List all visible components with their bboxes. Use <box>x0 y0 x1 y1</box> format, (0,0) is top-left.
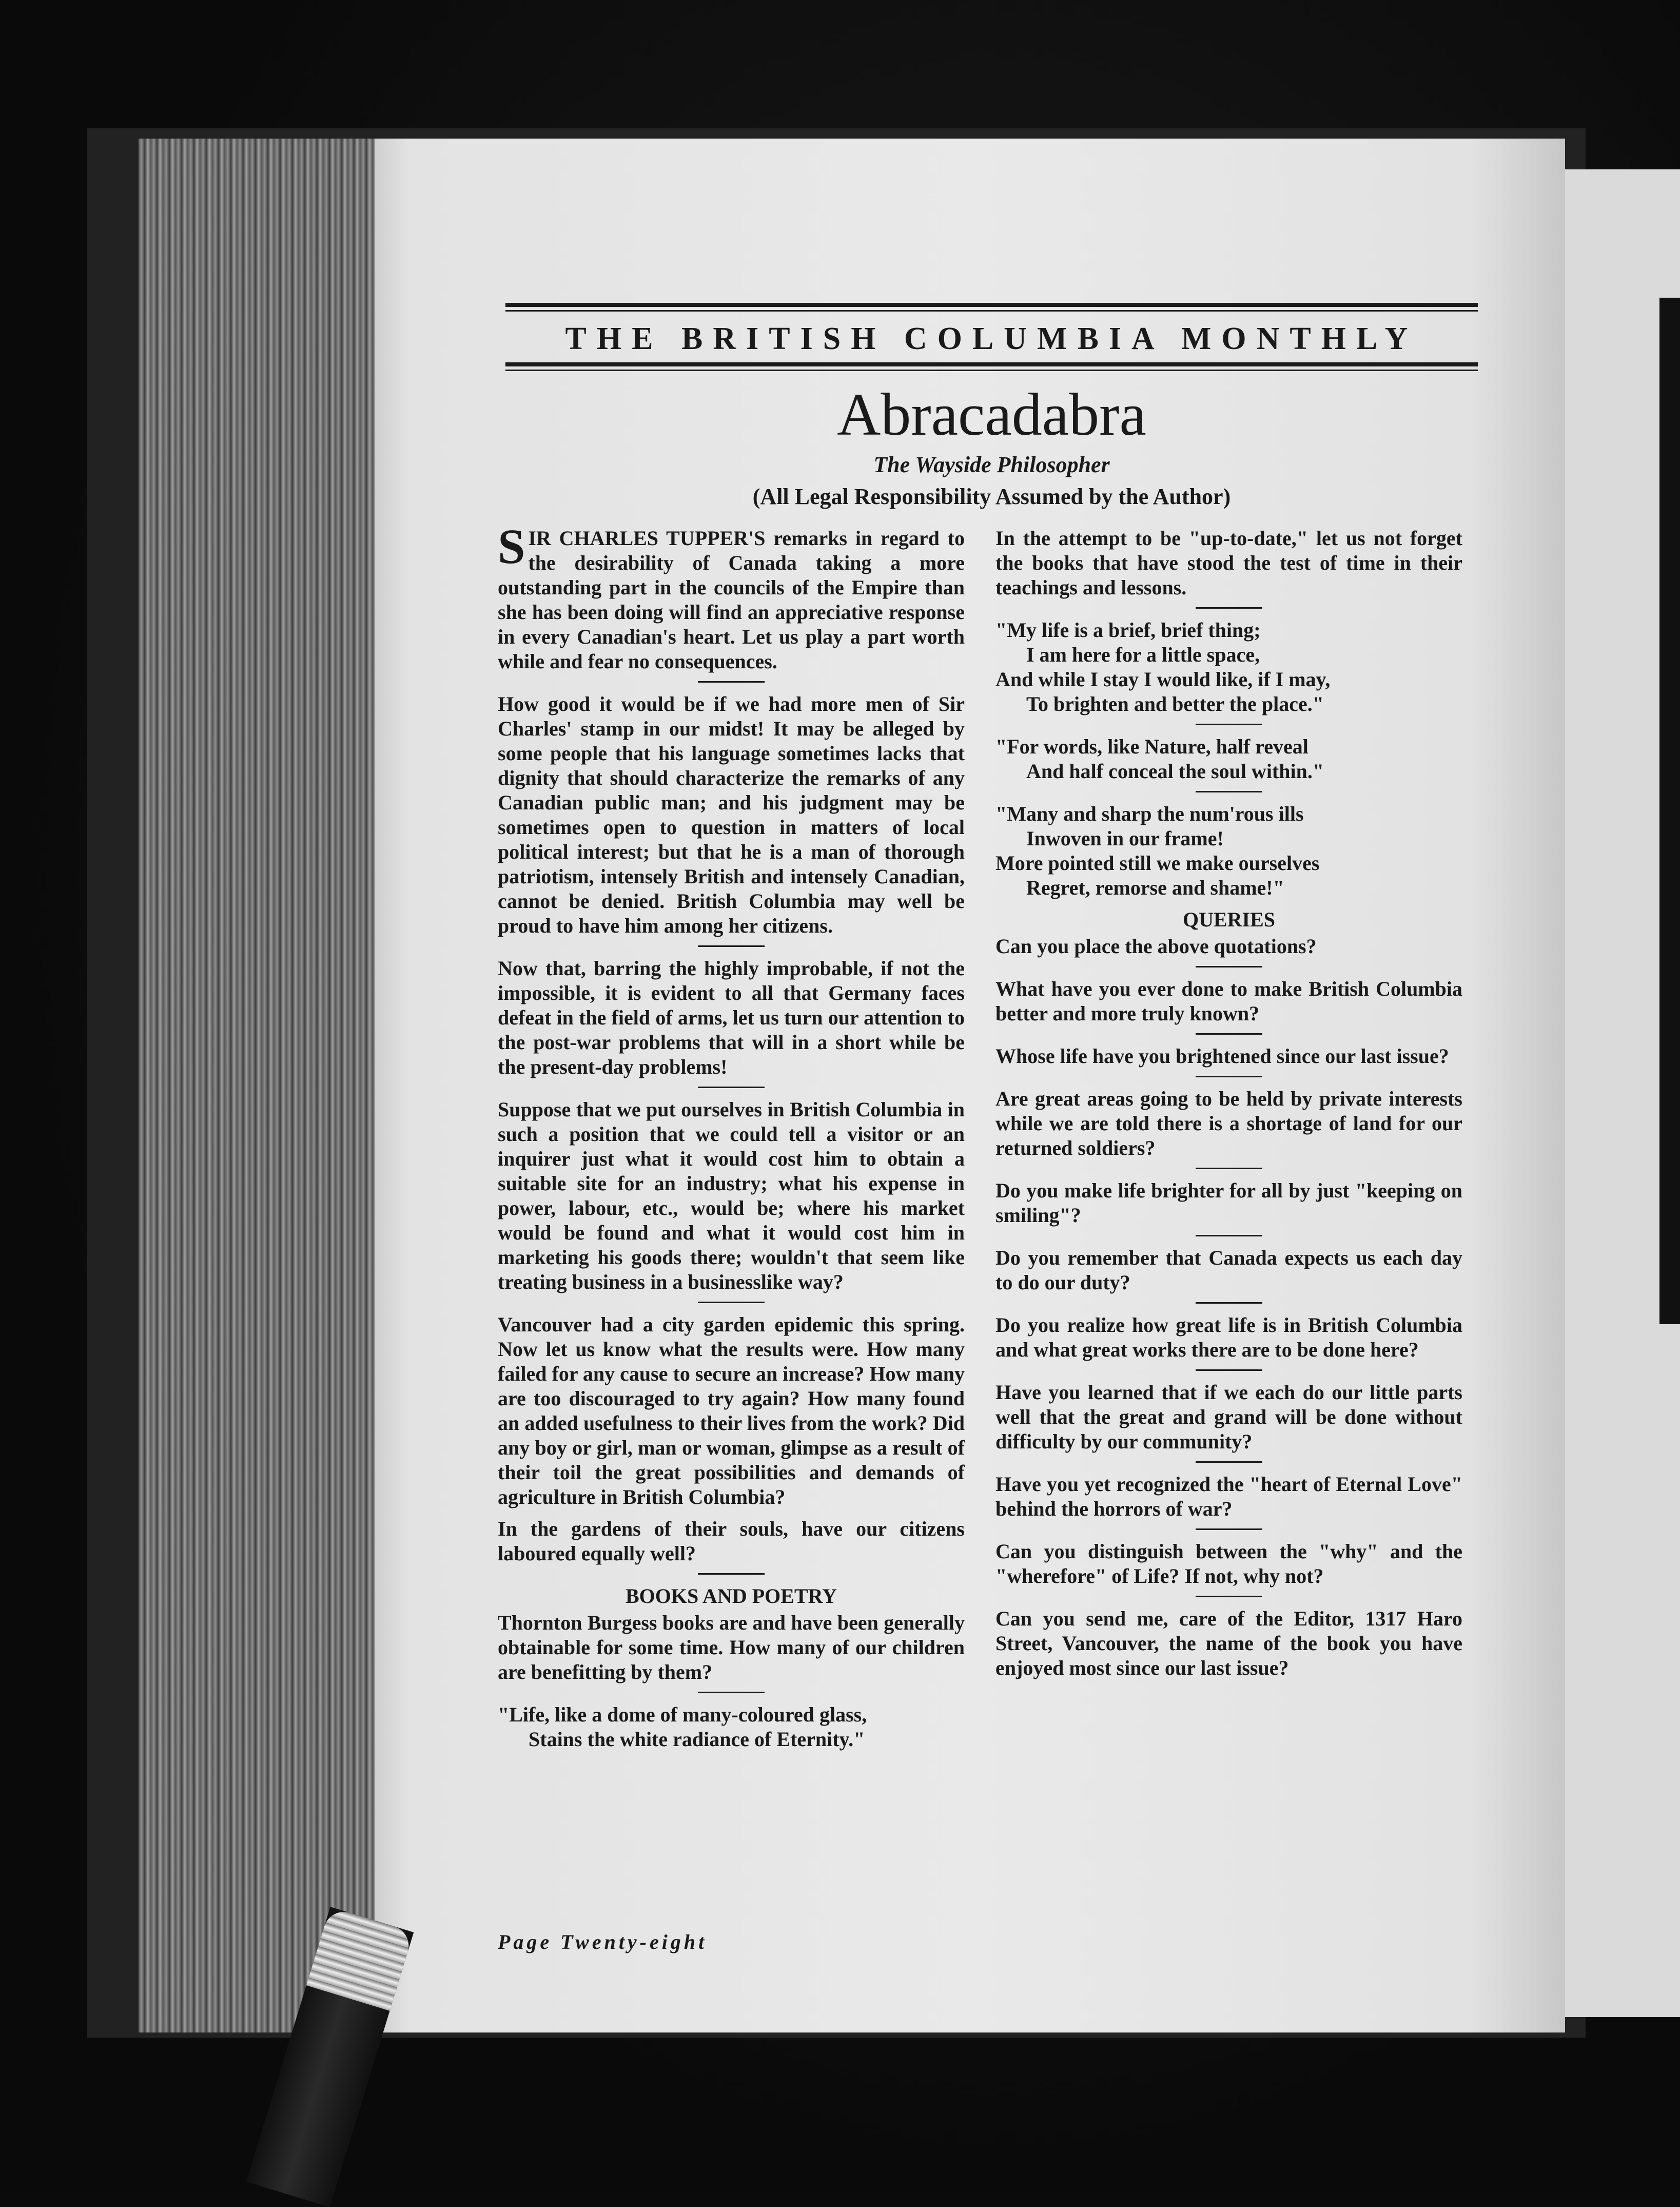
query: Can you send me, care of the Editor, 1317 Haro Street, Vancouver, the name of the book you have enjoyed most since our last issue? <box>995 1607 1462 1679</box>
paragraph: Now that, barring the highly improbable, if not the impossible, it is evident to all that Germany faces defeat in the field of arms, let us turn our attention to the post-war problems that will in a short while be the present-day problems! <box>498 957 965 1078</box>
separator <box>1196 1033 1262 1035</box>
query: Do you remember that Canada expects us each day to do our duty? <box>995 1246 1462 1294</box>
poem-line: Inwoven in our frame! <box>1026 827 1224 850</box>
separator <box>698 1087 765 1088</box>
section-heading-books: BOOKS AND POETRY <box>626 1584 837 1608</box>
paragraph: In the gardens of their souls, have our citizens laboured equally well? <box>498 1517 965 1565</box>
poem-line: More pointed still we make ourselves <box>995 851 1320 875</box>
article-title: Abracadabra <box>837 381 1146 448</box>
query: Can you distinguish between the "why" and the "wherefore" of Life? If not, why not? <box>995 1540 1462 1588</box>
masthead-rule-top <box>505 303 1478 307</box>
paragraph: How good it would be if we had more men of Sir Charles' stamp in our midst! It may be alleged by some people that his language sometimes lacks that dignity that should characterize the remarks of any Canadian public man; and his judgment may be sometimes open to question in matters of local political interest; but that he is a man of thorough patriotism, intensely British and intensely Canadian, cannot be denied. British Columbia may well be proud to have him among her citizens. <box>498 692 965 937</box>
poem-line: I am here for a little space, <box>1026 643 1260 666</box>
separator <box>1196 1528 1262 1530</box>
poem-line: "My life is a brief, brief thing; <box>995 618 1261 642</box>
separator <box>698 1692 765 1693</box>
poem-line: To brighten and better the place." <box>1026 692 1324 715</box>
query: Have you yet recognized the "heart of Eternal Love" behind the horrors of war? <box>995 1473 1462 1520</box>
separator <box>1196 1235 1262 1236</box>
paragraph: Suppose that we put ourselves in British Columbia in such a position that we could tell a visitor or an inquirer just what it would cost him to obtain a suitable site for an industry; what his expense in power, labour, etc., would be; where his market would be found and what it would cost him in marketing his goods there; wouldn't that seem like treating business in a businesslike way? <box>498 1098 965 1293</box>
separator <box>698 681 765 683</box>
query: Can you place the above quotations? <box>995 935 1317 958</box>
separator <box>1196 791 1262 792</box>
poem <box>995 734 1462 784</box>
separator <box>1196 1369 1262 1371</box>
poem-line: Regret, remorse and shame!" <box>1026 876 1284 899</box>
separator <box>698 1302 765 1303</box>
separator <box>698 1573 765 1575</box>
separator <box>1196 1461 1262 1463</box>
quote-line: "Life, like a dome of many-coloured glass, <box>498 1703 867 1726</box>
quote-line: Stains the white radiance of Eternity." <box>529 1728 865 1751</box>
query: Whose life have you brightened since our last issue? <box>995 1044 1449 1068</box>
article-subtitle: The Wayside Philosopher <box>873 452 1110 477</box>
quote <box>498 1702 965 1752</box>
adjacent-page <box>1555 169 1680 2017</box>
poem <box>995 802 1462 900</box>
separator <box>1196 1168 1262 1169</box>
masthead <box>505 303 1478 371</box>
paragraph: SIR CHARLES TUPPER'S remarks in regard to the desirability of Canada taking a more outstanding part in the councils of the Empire than she has been doing will find an appreciative response in every Canadian's heart. Let us play a part worth while and fear no consequences. <box>498 519 965 673</box>
magazine-page <box>375 139 1565 2032</box>
paragraph: Vancouver had a city garden epidemic this spring. Now let us know what the results were. How many failed for any cause to secure an increase? How many are too discouraged to try again? How many found an added usefulness to their lives from the work? Did any boy or girl, man or woman, glimpse as a result of their toil the great possibilities and demands of agriculture in British Columbia? <box>498 1313 965 1508</box>
query: Have you learned that if we each do our little parts well that the great and grand will be done without difficulty by our community? <box>995 1381 1462 1453</box>
section-heading-queries: QUERIES <box>1182 908 1276 931</box>
poem-line: And while I stay I would like, if I may, <box>995 668 1331 691</box>
masthead-title: THE BRITISH COLUMBIA MONTHLY <box>565 321 1418 356</box>
paragraph: Thornton Burgess books are and have been generally obtainable for some time. How many of our children are benefitting by them? <box>498 1611 965 1683</box>
page-number: Page Twenty-eight <box>498 1930 708 1953</box>
query: What have you ever done to make British Columbia better and more truly known? <box>995 977 1462 1025</box>
separator <box>1196 966 1262 967</box>
poem-line: And half conceal the soul within." <box>1026 760 1324 783</box>
page-edges <box>139 139 382 2032</box>
separator <box>1196 1302 1262 1304</box>
query: Are great areas going to be held by private interests while we are told there is a shortage of land for our returned soldiers? <box>995 1087 1462 1159</box>
separator <box>1196 724 1262 725</box>
query: Do you realize how great life is in British Columbia and what great works there are to be done here? <box>995 1313 1462 1361</box>
separator <box>1196 1076 1262 1077</box>
masthead-rule-bottom-thin <box>505 370 1478 371</box>
poem <box>995 618 1462 717</box>
separator <box>1196 1596 1262 1597</box>
poem-line: "Many and sharp the num'rous ills <box>995 802 1304 825</box>
right-column <box>995 526 1462 1680</box>
article-note: (All Legal Responsibility Assumed by the Author) <box>752 484 1231 509</box>
separator <box>698 945 765 947</box>
paragraph: In the attempt to be "up-to-date," let us not forget the books that have stood the test of time in their teachings and lessons. <box>995 527 1462 599</box>
left-column <box>498 519 965 1752</box>
separator <box>1196 607 1262 609</box>
masthead-rule-bottom <box>505 362 1478 366</box>
query: Do you make life brighter for all by just "keeping on smiling"? <box>995 1179 1462 1227</box>
poem-line: "For words, like Nature, half reveal <box>995 735 1308 758</box>
